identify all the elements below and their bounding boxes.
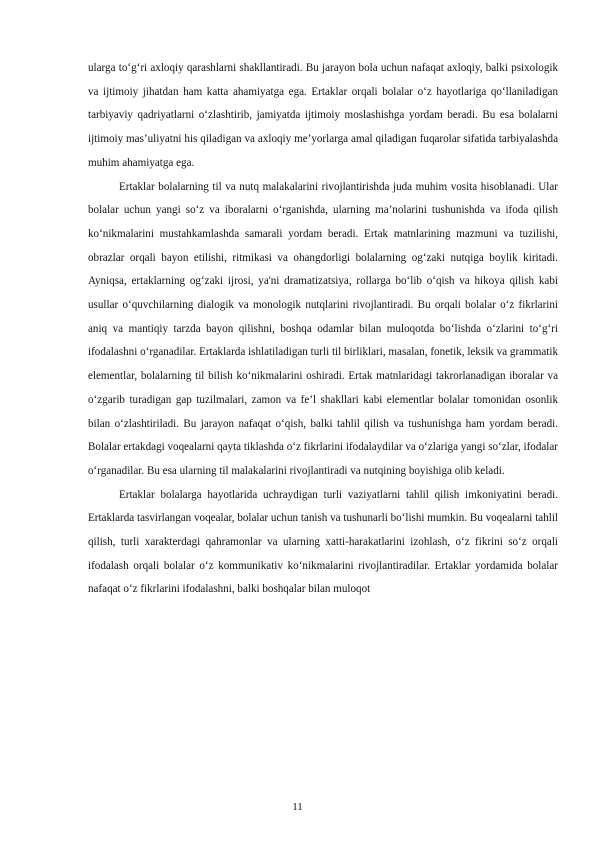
body-text bbox=[88, 57, 558, 602]
paragraph-situation-analysis: Ertaklar bolalarga hayotlarida uchraydigan turli vaziyatlarni tahlil qilish imkoniyatini beradi. Ertaklarda tasvirlangan voqealar, bolalar uchun tanish va tushunarli bo‘lishi mumkin. Bu voqealarni tahlil qilish, turli xarakterdagi qahramonlar va ularning xatti-harakatlarini izohlash, o‘z fikrini so‘z orqali ifodalash orqali bolalar o‘z kommunikativ ko‘nikmalarini rivojlantiradilar. Ertaklar yordamida bolalar nafaqat o‘z fikrlarini ifodalashni, balki boshqalar bilan muloqot bbox=[88, 488, 558, 596]
paragraph-continuation: ularga to‘g‘ri axloqiy qarashlarni shakllantiradi. Bu jarayon bola uchun nafaqat axloqiy, balki psixologik va ijtimoiy jihatdan ham katta ahamiyatga ega. Ertaklar orqali bolalar o‘z hayotlariga qo‘llaniladigan tarbiyaviy qadriyatlarni o‘zlashtirib, jamiyatda ijtimoiy moslashishga yordam beradi. Bu esa bolalarni ijtimoiy mas’uliyatni his qiladigan va axloqiy me’yorlarga amal qiladigan fuqarolar sifatida tarbiyalashda muhim ahamiyatga ega. bbox=[88, 62, 558, 169]
paragraph-language-skills: Ertaklar bolalarning til va nutq malakalarini rivojlantirishda juda muhim vosita hisoblanadi. Ular bolalar uchun yangi so‘z va iboralarni o‘rganishda, ularning ma’nolarini tushunishda va ifoda qilish ko‘nikmalarini mustahkamlashda samarali yordam beradi. Ertak matnlarining mazmuni va tuzilishi, obrazlar orqali bayon etilishi, ritmikasi va ohangdorligi bolalarning og‘zaki nutqiga boylik kiritadi. Ayniqsa, ertaklarning og‘zaki ijrosi, ya'ni dramatizatsiya, rollarga bo‘lib o‘qish va hikoya qilish kabi usullar o‘quvchilarning dialogik va monologik nutqlarini rivojlantiradi. Bu orqali bolalar o‘z fikrlarini aniq va mantiqiy tarzda bayon qilishni, boshqa odamlar bilan muloqotda bo‘lishda o‘zlarini to‘g‘ri ifodalashni o‘rganadilar. Ertaklarda ishlatiladigan turli til birliklari, masalan, fonetik, leksik va grammatik elementlar, bolalarning til bilish ko‘nikmalarini oshiradi. Ertak matnlaridagi takrorlanadigan iboralar va o‘zgarib turadigan gap tuzilmalari, zamon va fe’l shakllari kabi elementlar bolalar tomonidan osonlik bilan o‘zlashtiriladi. Bu jarayon nafaqat o‘qish, balki tahlil qilish va tushunishga ham yordam beradi. Bolalar ertakdagi voqealarni qayta tiklashda o‘z fikrlarini ifodalaydilar va o‘zlariga yangi so‘zlar, ifodalar o‘rganadilar. Bu esa ularning til malakalarini rivojlantiradi va nutqining boyishiga olib keladi. bbox=[88, 180, 558, 477]
page-number: 11 bbox=[292, 801, 303, 813]
